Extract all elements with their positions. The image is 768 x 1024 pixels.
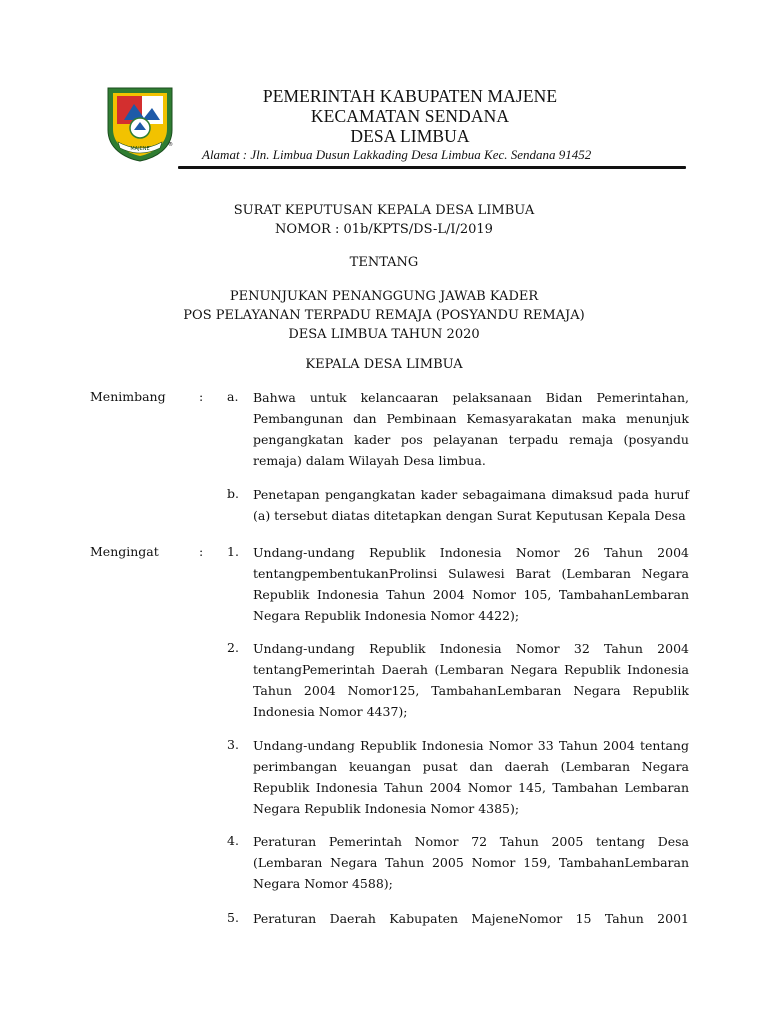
text-line: Peraturan Daerah Kabupaten MajeneNomor 15 Tahun 2001 (253, 911, 689, 926)
address-line: Alamat : Jln. Limbua Dusun Lakkading Desa Limbua Kec. Sendana 91452 (202, 147, 592, 162)
text-line: (a) tersebut diatas ditetapkan dengan Surat Keputusan Kepala Desa (253, 508, 686, 523)
mengingat-colon: : (199, 544, 204, 559)
signatory-heading: KEPALA DESA LIMBUA (305, 357, 463, 372)
menimbang-colon: : (199, 389, 204, 404)
logo-text: MAJENE (130, 146, 150, 152)
menimbang-item-b (253, 484, 689, 526)
government-name: PEMERINTAH KABUPATEN MAJENE (262, 86, 558, 106)
decree-number: NOMOR : 01b/KPTS/DS-L/I/2019 (275, 222, 493, 237)
text-line: pengangkatan kader pos pelayanan terpadu remaja (posyandu (253, 432, 689, 447)
text-line: Undang-undang Republik Indonesia Nomor 26 Tahun 2004 (253, 545, 689, 560)
text-line: perimbangan keuangan pusat dan daerah (Lembaran Negara (253, 759, 689, 774)
subject-line-2: POS PELAYANAN TERPADU REMAJA (POSYANDU REMAJA) (183, 308, 585, 323)
subject-line-3: DESA LIMBUA TAHUN 2020 (288, 327, 480, 342)
text-line: Republik Indonesia Tahun 2004 Nomor 105, TambahanLembaran (253, 587, 689, 602)
menimbang-item-a (253, 387, 689, 471)
list-marker: 4. (227, 833, 239, 848)
mengingat-item-5 (253, 908, 689, 929)
decree-title-line: SURAT KEPUTUSAN KEPALA DESA LIMBUA (233, 203, 535, 218)
mengingat-item-3 (253, 735, 689, 819)
list-marker: 5. (227, 910, 239, 925)
text-line: Indonesia Nomor 4437); (253, 704, 408, 719)
list-marker: 2. (227, 640, 239, 655)
village-name: DESA LIMBUA (350, 126, 470, 146)
list-marker: 1. (227, 544, 239, 559)
letterhead-divider (178, 166, 686, 169)
text-line: Negara Nomor 4588); (253, 876, 393, 891)
text-line: tentangPemerintah Daerah (Lembaran Negara Republik Indonesia (253, 662, 689, 677)
mengingat-label: Mengingat (90, 544, 159, 559)
text-line: Bahwa untuk kelancaaran pelaksanaan Bidan Pemerintahan, (253, 390, 689, 405)
mengingat-item-2 (253, 638, 689, 722)
subject-line-1: PENUNJUKAN PENANGGUNG JAWAB KADER (229, 289, 539, 304)
mengingat-item-4 (253, 831, 689, 894)
list-marker: b. (227, 486, 239, 501)
text-line: Undang-undang Republik Indonesia Nomor 33 Tahun 2004 tentang (253, 738, 689, 753)
text-line: tentangpembentukanProlinsi Sulawesi Barat (Lembaran Negara (253, 566, 689, 581)
letterhead (180, 86, 640, 146)
district-name: KECAMATAN SENDANA (310, 106, 510, 126)
text-line: Republik Indonesia Tahun 2004 Nomor 145, Tambahan Lembaran (253, 780, 689, 795)
mengingat-item-1 (253, 542, 689, 626)
decree-title (0, 201, 768, 239)
text-line: remaja) dalam Wilayah Desa limbua. (253, 453, 486, 468)
menimbang-label: Menimbang (90, 389, 166, 404)
decree-subject (0, 287, 768, 344)
text-line: Peraturan Pemerintah Nomor 72 Tahun 2005 tentang Desa (253, 834, 689, 849)
text-line: (Lembaran Negara Tahun 2005 Nomor 159, TambahanLembaran (253, 855, 689, 870)
list-marker: 3. (227, 737, 239, 752)
majene-regency-emblem (104, 84, 176, 162)
list-marker: a. (227, 389, 239, 404)
text-line: Negara Republik Indonesia Nomor 4385); (253, 801, 520, 816)
text-line: Negara Republik Indonesia Nomor 4422); (253, 608, 520, 623)
registered-mark: ® (168, 142, 173, 148)
text-line: Undang-undang Republik Indonesia Nomor 32 Tahun 2004 (253, 641, 689, 656)
text-line: Penetapan pengangkatan kader sebagaimana dimaksud pada huruf (253, 487, 689, 502)
tentang-heading: TENTANG (349, 255, 419, 270)
text-line: Pembangunan dan Pembinaan Kemasyarakatan maka menunjuk (253, 411, 689, 426)
text-line: Tahun 2004 Nomor125, TambahanLembaran Negara Republik (253, 683, 689, 698)
